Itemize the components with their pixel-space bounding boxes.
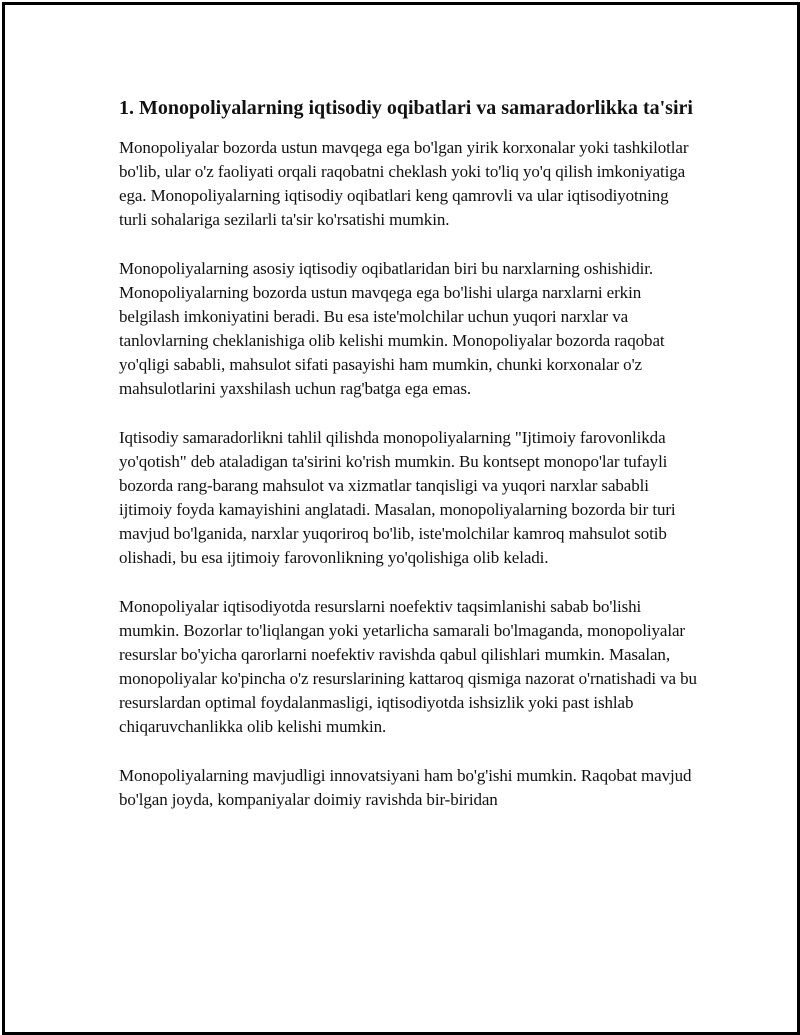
- document-body: [119, 94, 699, 837]
- paragraph-5: Monopoliyalarning mavjudligi innovatsiyani ham bo'g'ishi mumkin. Raqobat mavjud bo'lgan joyda, kompaniyalar doimiy ravishda bir-biridan: [119, 766, 692, 809]
- paragraph-2: Monopoliyalarning asosiy iqtisodiy oqibatlaridan biri bu narxlarning oshishidir. Monopoliyalarning bozorda ustun mavqega ega bo'lishi ularga narxlarni erkin belgilash imkoniyatini beradi. Bu esa iste'molchilar uchun yuqori narxlar va tanlovlarning cheklanishiga olib kelishi mumkin. Monopoliyalar bozorda raqobat yo'qligi sababli, mahsulot sifati pasayishi ham mumkin, chunki korxonalar o'z mahsulotlarini yaxshilash uchun rag'batga ega emas.: [119, 259, 665, 398]
- paragraph-3: Iqtisodiy samaradorlikni tahlil qilishda monopoliyalarning "Ijtimoiy farovonlikda yo'qotish" deb ataladigan ta'sirini ko'rish mumkin. Bu kontsept monopo'lar tufayli bozorda rang-barang mahsulot va xizmatlar tanqisligi va yuqori narxlar sababli ijtimoiy foyda kamayishini anglatadi. Masalan, monopoliyalarning bozorda bir turi mavjud bo'lganida, narxlar yuqoriroq bo'lib, iste'molchilar kamroq mahsulot sotib olishadi, bu esa ijtimoiy farovonlikning yo'qolishiga olib keladi.: [119, 428, 676, 567]
- section-heading: 1. Monopoliyalarning iqtisodiy oqibatlari va samaradorlikka ta'siri: [119, 97, 693, 119]
- paragraph-4: Monopoliyalar iqtisodiyotda resurslarni noefektiv taqsimlanishi sabab bo'lishi mumkin. Bozorlar to'liqlangan yoki yetarlicha samarali bo'lmaganda, monopoliyalar resurslar bo'yicha qarorlarni noefektiv ravishda qabul qilishlari mumkin. Masalan, monopoliyalar ko'pincha o'z resurslarining kattaroq qismiga nazorat o'rnatishadi va bu resurslardan optimal foydalanmasligi, iqtisodiyotda ishsizlik yoki past ishlab chiqaruvchanlikka olib kelishi mumkin.: [119, 597, 697, 736]
- paragraph-1: Monopoliyalar bozorda ustun mavqega ega bo'lgan yirik korxonalar yoki tashkilotlar bo'lib, ular o'z faoliyati orqali raqobatni cheklash yoki to'liq yo'q qilish imkoniyatiga ega. Monopoliyalarning iqtisodiy oqibatlari keng qamrovli va ular iqtisodiyotning turli sohalariga sezilarli ta'sir ko'rsatishi mumkin.: [119, 138, 689, 229]
- page-frame: [2, 2, 800, 1035]
